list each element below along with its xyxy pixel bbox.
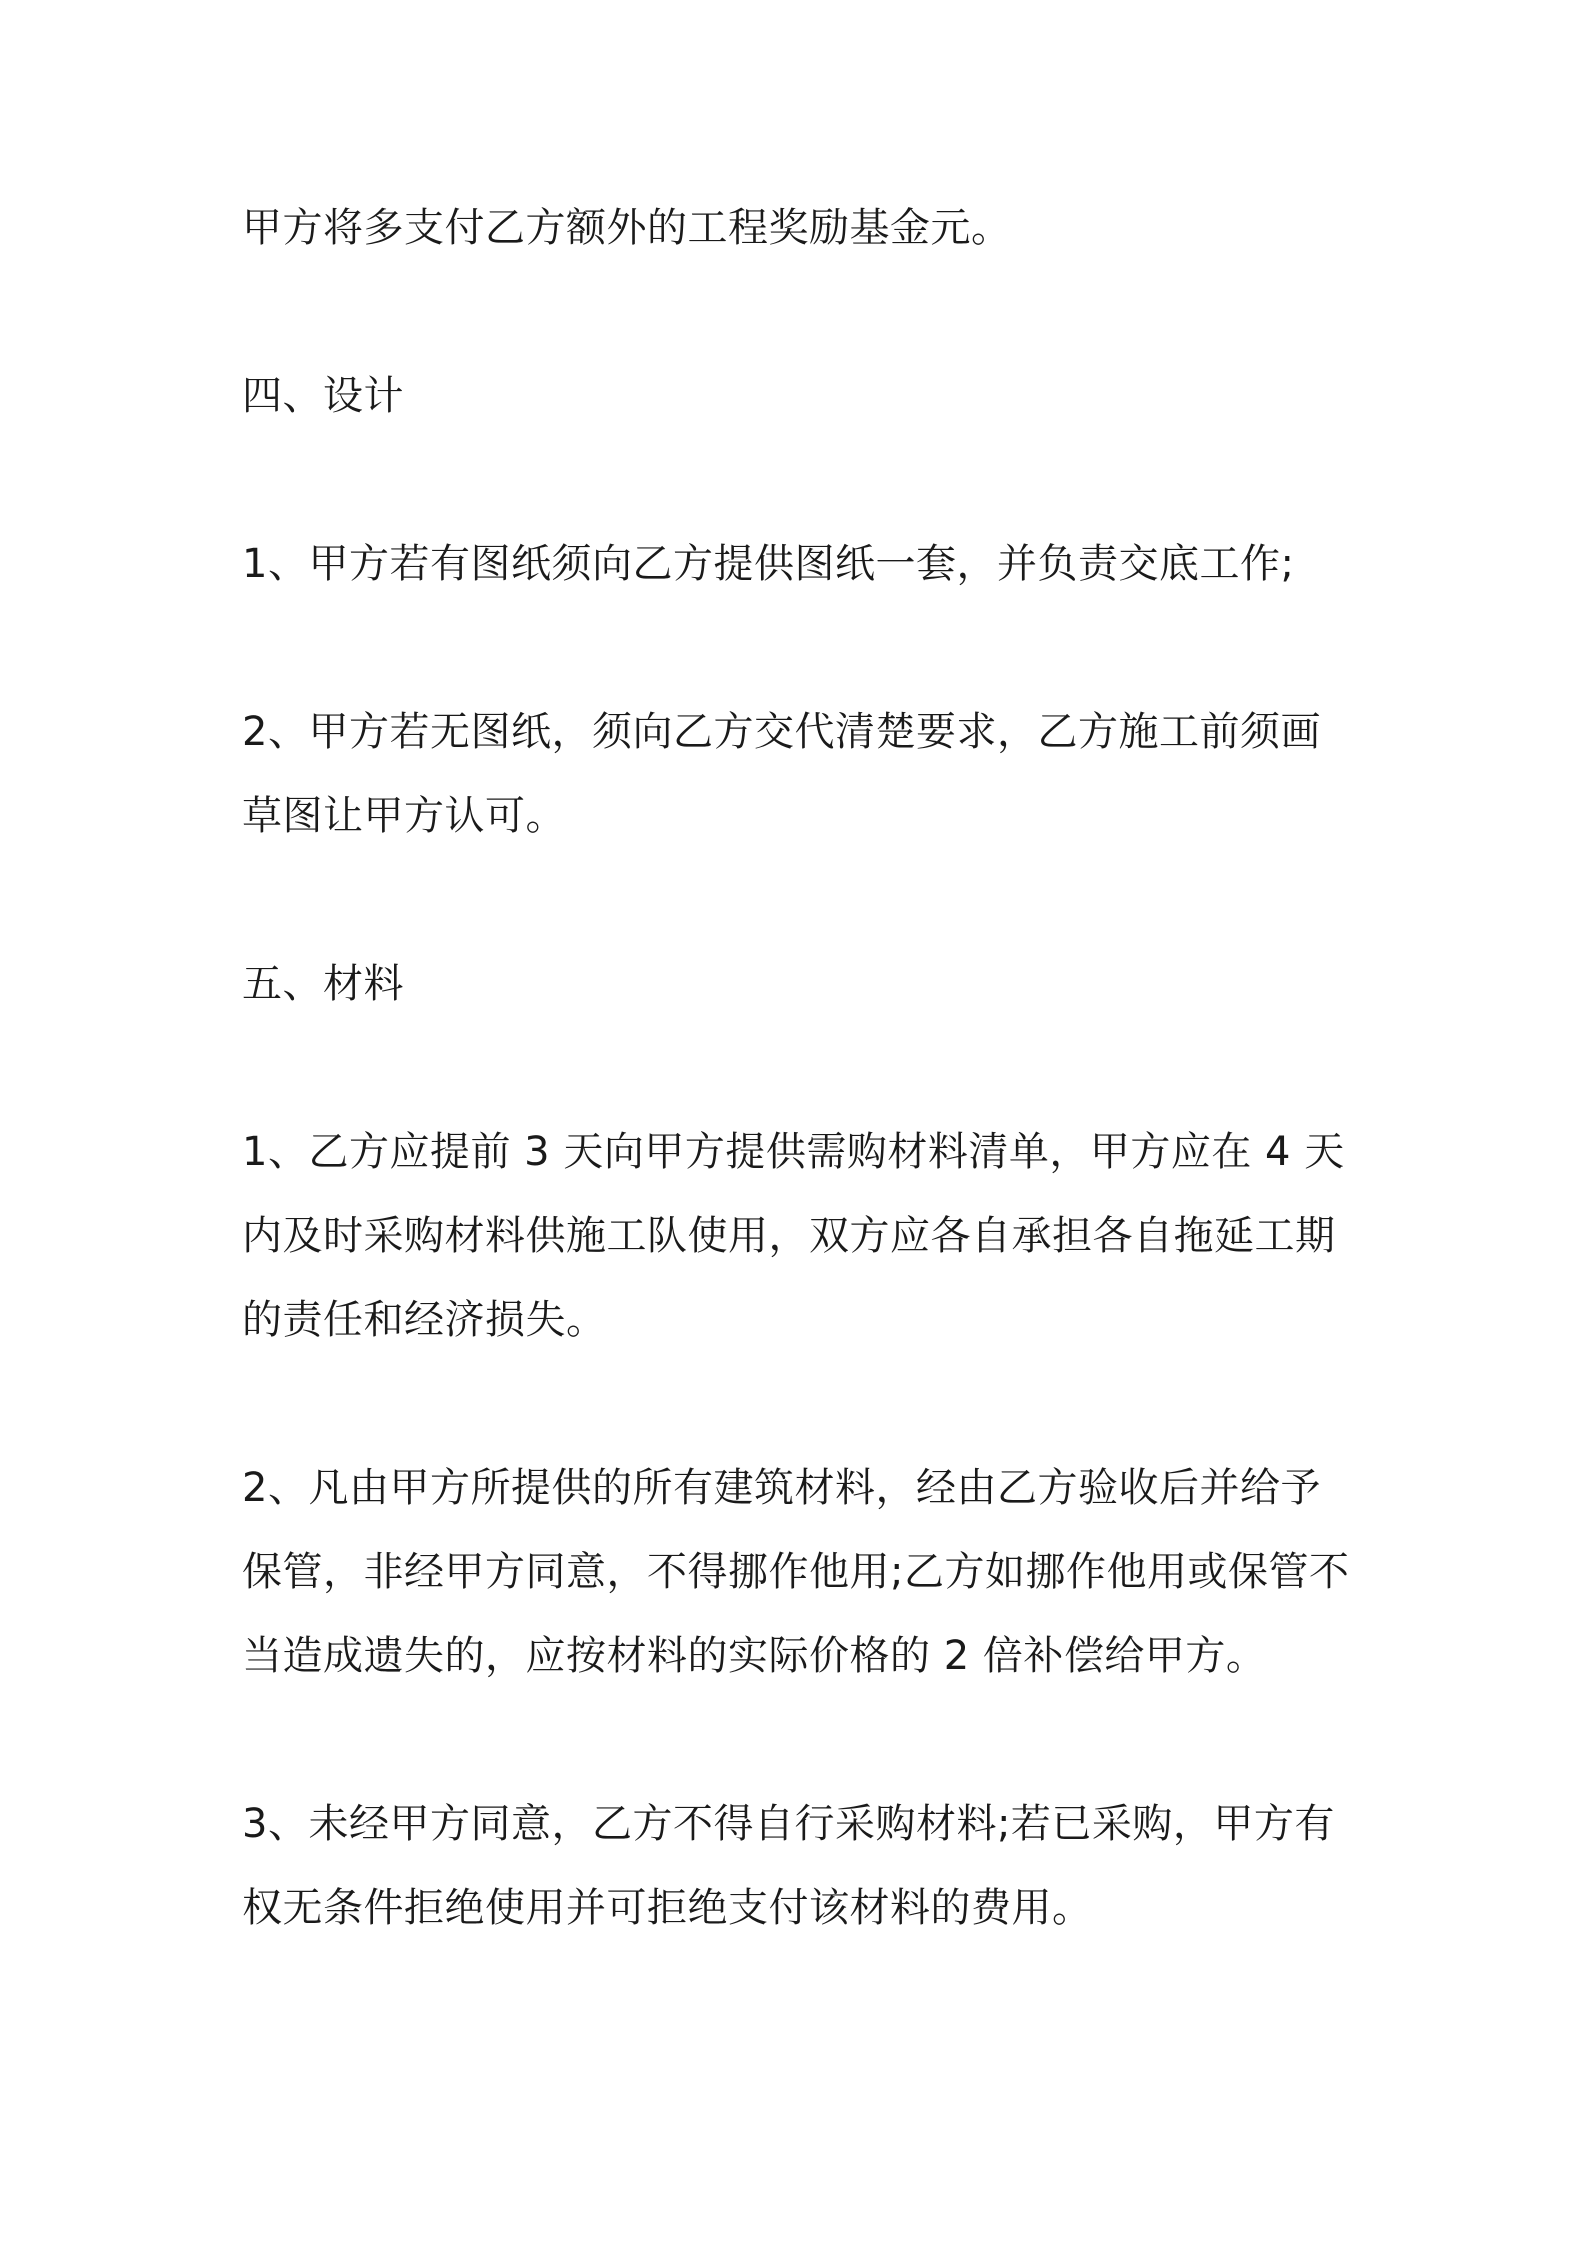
paragraph-materials-item-3: 3、未经甲方同意，乙方不得自行采购材料;若已采购，甲方有权无条件拒绝使用并可拒绝支付该材料的费用。 (242, 1801, 1335, 1931)
section-heading-design: 四、设计 (242, 373, 404, 419)
paragraph-materials-item-1: 1、乙方应提前 3 天向甲方提供需购材料清单，甲方应在 4 天内及时采购材料供施工队使用，双方应各自承担各自拖延工期的责任和经济损失。 (242, 1129, 1345, 1343)
paragraph-materials-item-2: 2、凡由甲方所提供的所有建筑材料，经由乙方验收后并给予保管，非经甲方同意，不得挪作他用;乙方如挪作他用或保管不当造成遗失的，应按材料的实际价格的 2 倍补偿给甲方。 (242, 1465, 1350, 1679)
section-heading-materials: 五、材料 (242, 961, 404, 1007)
paragraph-design-item-1: 1、甲方若有图纸须向乙方提供图纸一套，并负责交底工作; (242, 541, 1295, 587)
paragraph-design-item-2: 2、甲方若无图纸，须向乙方交代清楚要求，乙方施工前须画草图让甲方认可。 (242, 709, 1321, 839)
paragraph-bonus-fund: 甲方将多支付乙方额外的工程奖励基金元。 (242, 205, 1012, 251)
